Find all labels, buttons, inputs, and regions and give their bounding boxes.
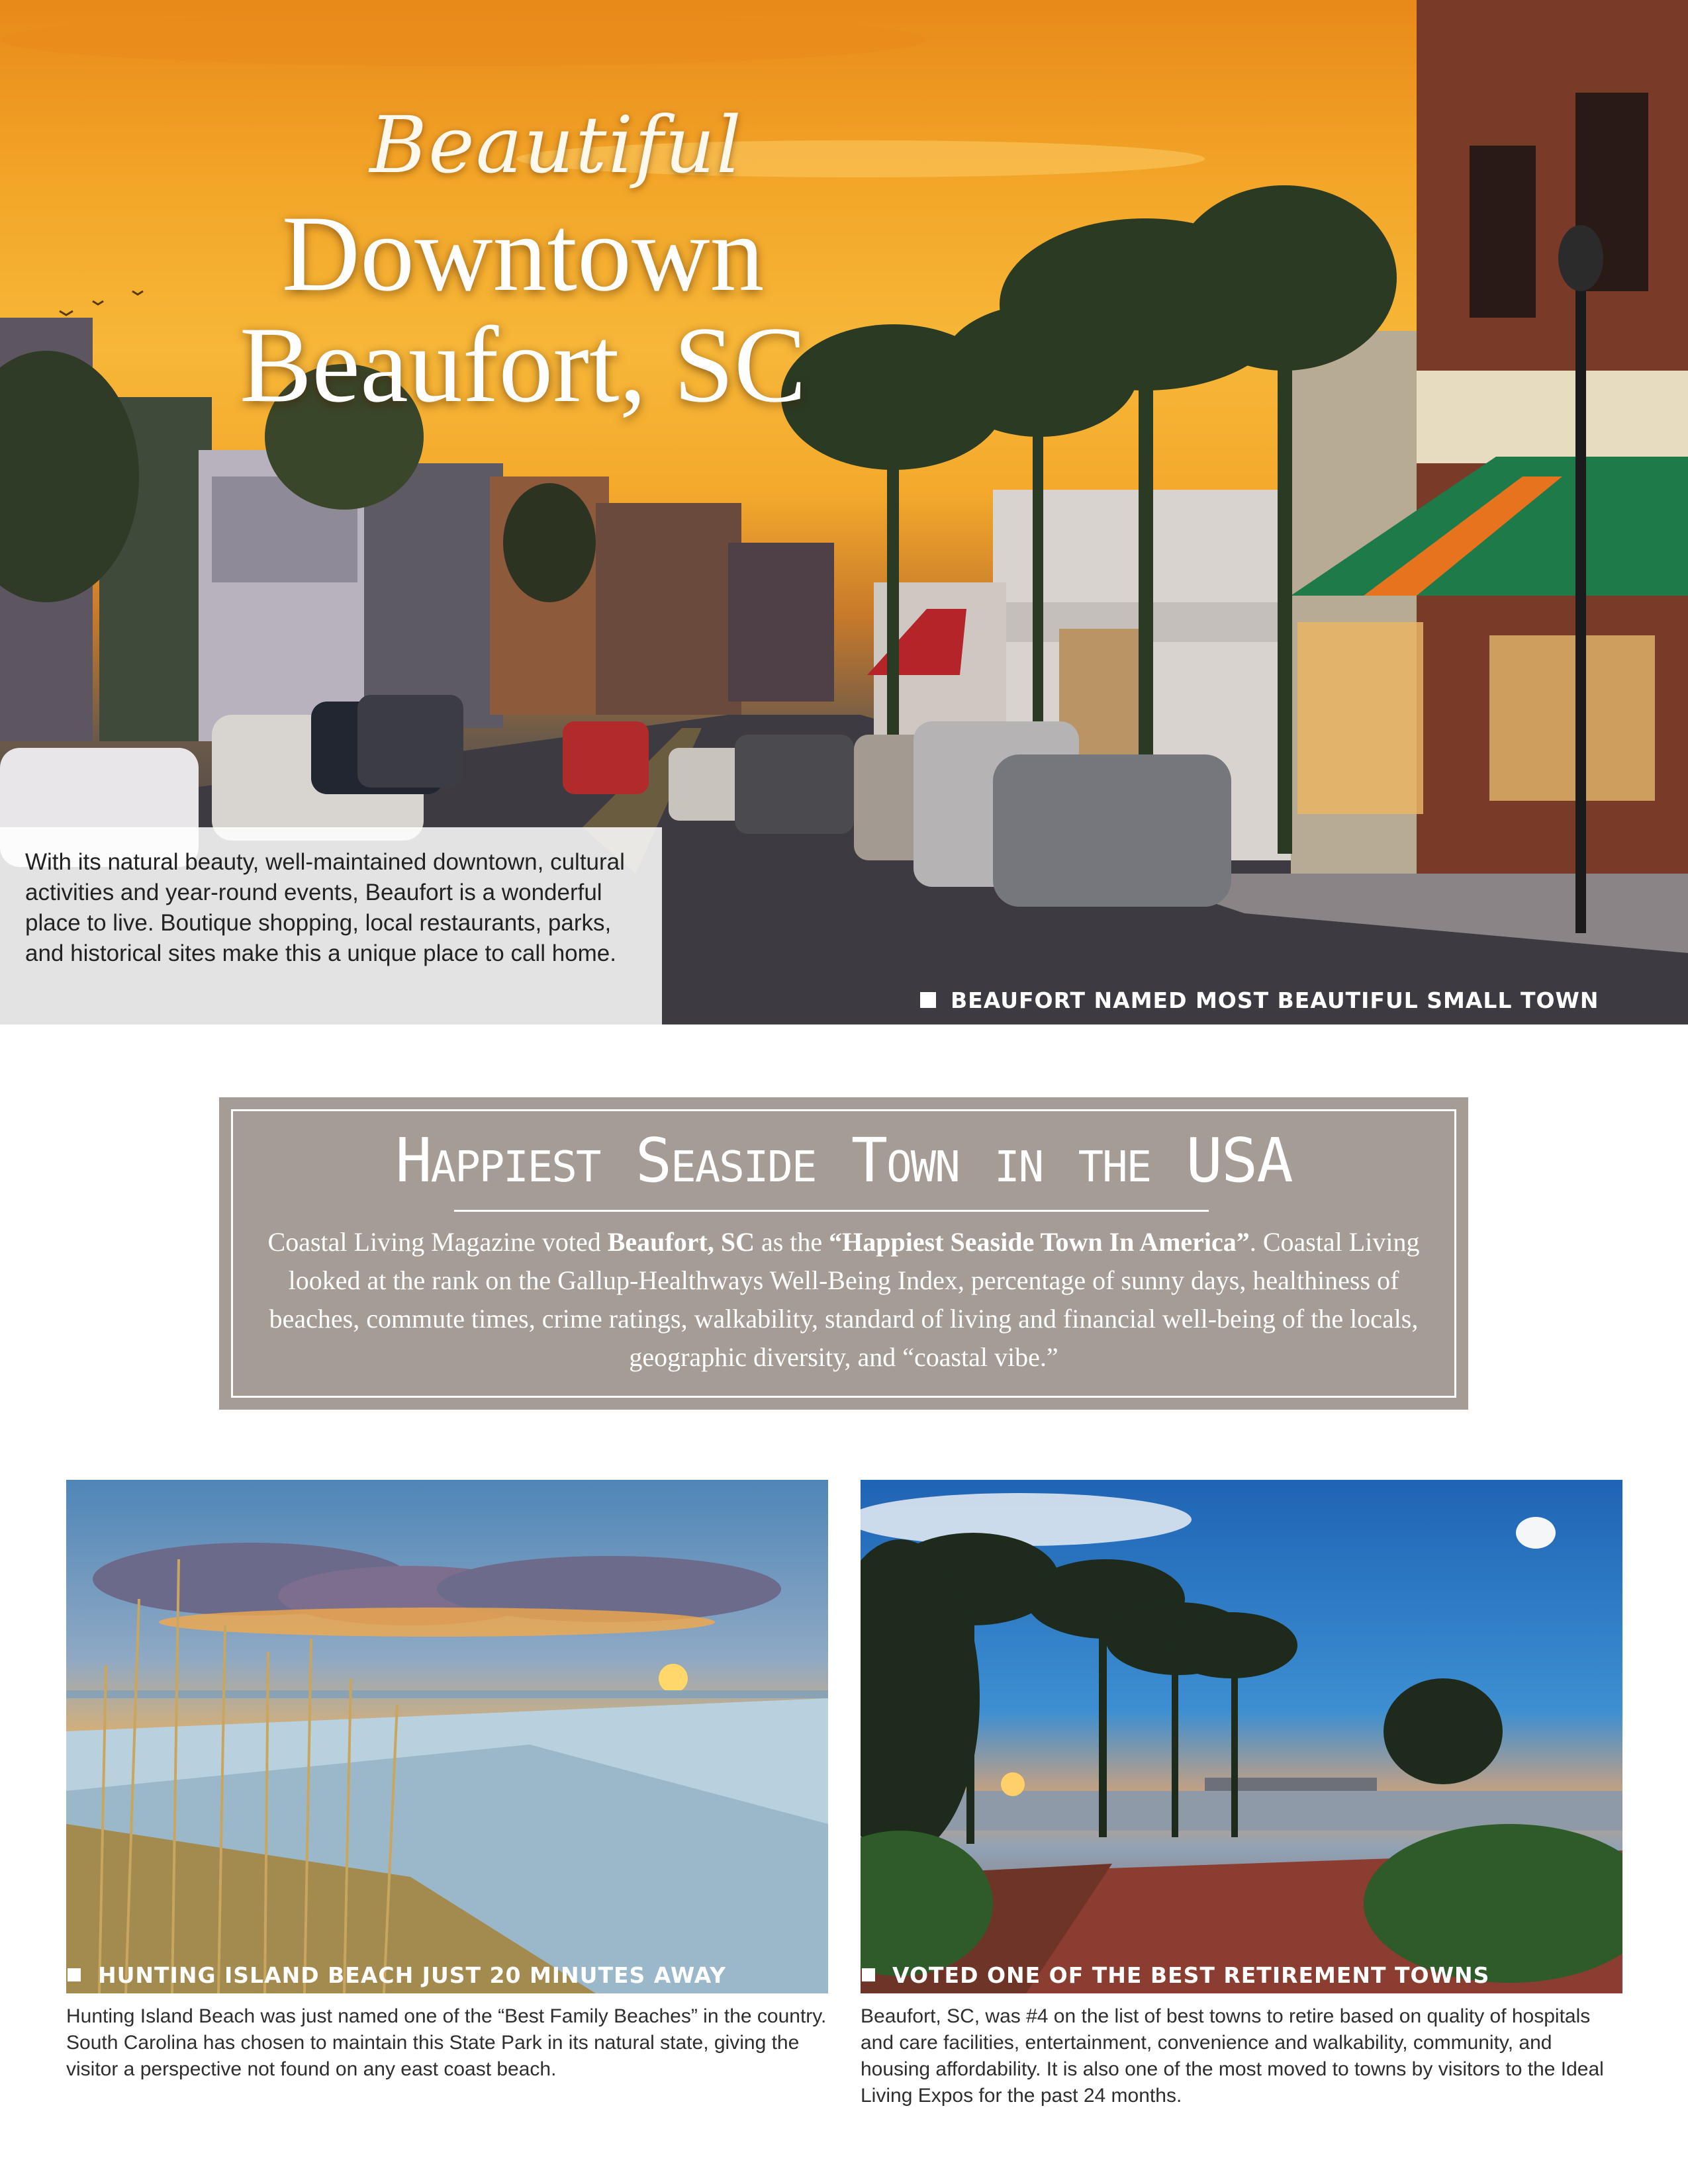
retirement-caption: Beaufort, SC, was #4 on the list of best towns to retire based on quality of hospitals and care facilities, entertainment, convenience and walkability, community, and housing affordability. It is also one of the most moved to towns by visitors to the Ideal Living Expos for the past 24 months. <box>861 2005 1604 2107</box>
beach-tag <box>66 1960 726 1989</box>
hero-tag-text: BEAUFORT NAMED MOST BEAUTIFUL SMALL TOWN <box>951 987 1599 1013</box>
hero-script-title: Beautiful <box>369 99 743 191</box>
waterfront-park-illustration <box>861 1480 1622 1993</box>
hero-caption: With its natural beauty, well-maintained downtown, cultural activities and year-round events, Beaufort is a wonderful place to live. Boutique shopping, local restaurants, parks, and historical sites make this a unique place to call home. <box>25 849 625 966</box>
beach-sunset-illustration <box>66 1480 828 1993</box>
square-bullet-icon <box>862 1968 875 1981</box>
happiest-seaside-box <box>219 1097 1468 1410</box>
retirement-tag-text: VOTED ONE OF THE BEST RETIREMENT TOWNS <box>892 1962 1490 1988</box>
retirement-tag <box>861 1960 1489 1989</box>
hero-caption-box <box>0 827 662 1024</box>
happiest-text-part3: . Coastal Living looked at the rank on the Gallup-Healthways Well-Being Index, percentage of sunny days, healthiness of beaches, commute times, crime ratings, walkability, standard of living and financial well-being of the locals, geographic diversity, and “coastal vibe.” <box>269 1227 1420 1372</box>
beach-caption: Hunting Island Beach was just named one of the “Best Family Beaches” in the country. South Carolina has chosen to maintain this State Park in its natural state, giving the visitor a perspective not found on any east coast beach. <box>66 2005 827 2080</box>
happiest-text <box>259 1223 1429 1377</box>
happiest-title: Happiest Seaside Town in the USA <box>395 1125 1292 1196</box>
hero-title <box>159 194 887 425</box>
happiest-title-underline <box>454 1210 1209 1212</box>
happiest-text-part1: Coastal Living Magazine voted <box>267 1227 608 1257</box>
beach-tag-text: HUNTING ISLAND BEACH JUST 20 MINUTES AWAY <box>98 1962 727 1988</box>
hero-tag <box>920 986 1599 1014</box>
hero-title-line2: Beaufort, SC <box>239 305 807 425</box>
hero-title-line1: Downtown <box>281 194 765 314</box>
hero-photo <box>0 0 1688 1024</box>
beach-photo <box>66 1480 828 1993</box>
square-bullet-icon <box>68 1968 81 1981</box>
happiest-text-bold2: “Happiest Seaside Town In America” <box>829 1227 1250 1257</box>
happiest-text-part2: as the <box>754 1227 829 1257</box>
happiest-text-bold1: Beaufort, SC <box>607 1227 755 1257</box>
square-bullet-icon <box>920 992 936 1008</box>
waterfront-park-photo <box>861 1480 1622 1993</box>
